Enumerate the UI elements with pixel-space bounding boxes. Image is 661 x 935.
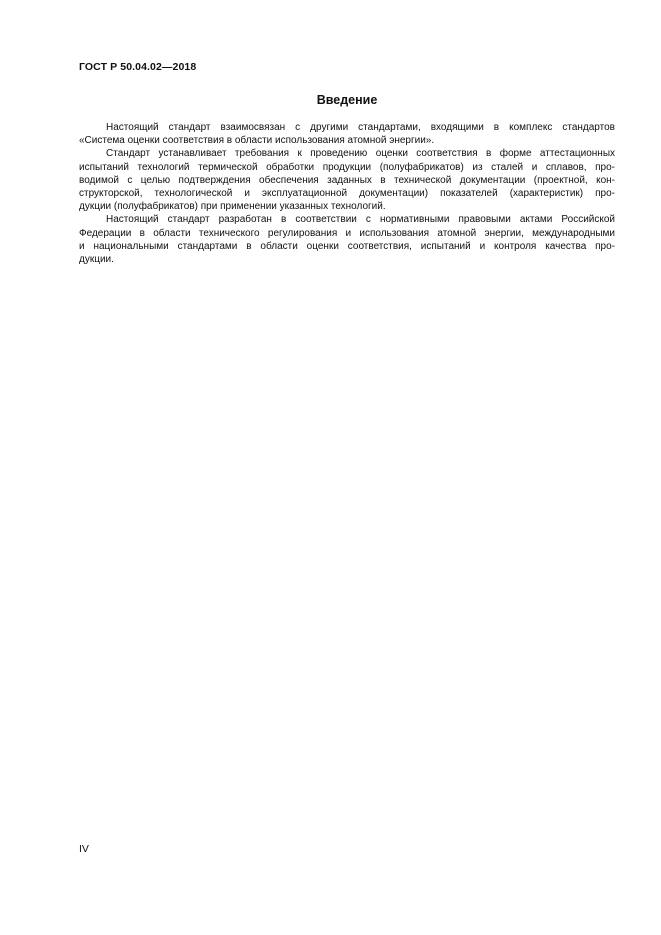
text-line: дукции (полуфабрикатов) при применении указанных технологий. [79,201,386,213]
text-line: Стандарт устанавливает требования к проведению оценки соответствия в форме аттестационных [106,148,615,160]
paragraph-2 [79,147,615,213]
text-line: испытаний технологий термической обработки продукции (полуфабрикатов) из сталей и сплавов, про- [79,161,615,173]
document-code-header: ГОСТ Р 50.04.02—2018 [79,61,197,73]
text-line: Настоящий стандарт разработан в соответствии с нормативными правовыми актами Российской [106,214,615,226]
text-line: водимой с целью подтверждения обеспечения заданных в технической документации (проектной, кон- [79,174,615,186]
page-number: IV [79,843,89,855]
text-line: Федерации в области технического регулирования и использования атомной энергии, международными [79,227,615,239]
text-line: и национальными стандартами в области оценки соответствия, испытаний и контроля качества про- [79,240,615,252]
text-line: структорской, технологической и эксплуатационной документации) показателей (характеристик) про- [79,187,615,199]
paragraph-3 [79,213,615,266]
introduction-body [79,121,615,266]
text-line: Настоящий стандарт взаимосвязан с другими стандартами, входящими в комплекс стандартов [106,122,615,133]
section-title: Введение [316,93,378,107]
paragraph-1 [79,121,615,147]
text-line: дукции. [79,253,114,265]
text-line: «Система оценки соответствия в области использования атомной энергии». [79,135,435,147]
